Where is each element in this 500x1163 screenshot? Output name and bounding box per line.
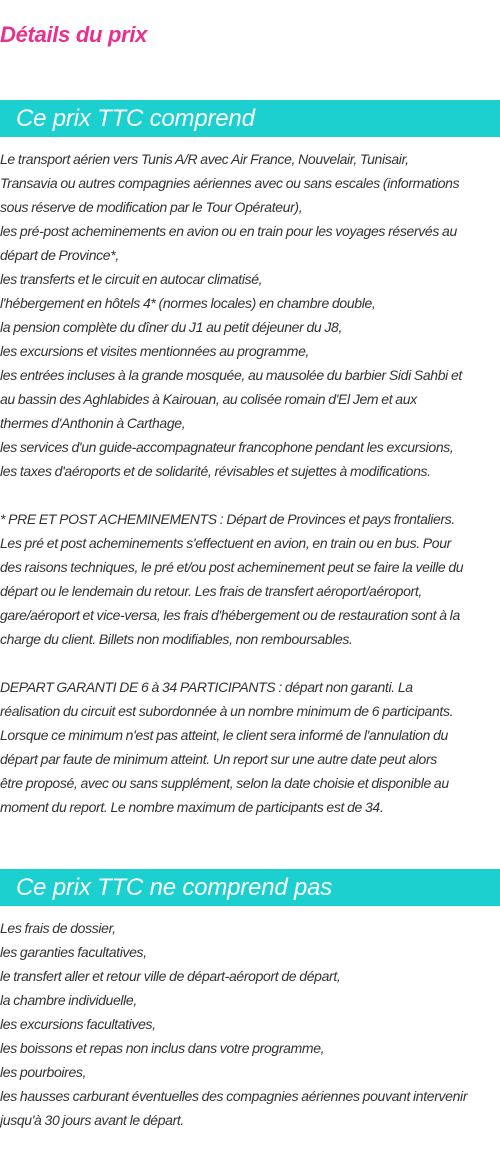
included-line: thermes d'Anthonin à Carthage, bbox=[0, 415, 186, 431]
excluded-list bbox=[0, 916, 500, 1132]
acheminement-note-line: des raisons techniques, le pré et/ou post acheminement peut se faire la veille du bbox=[0, 559, 464, 575]
included-line: la pension complète du dîner du J1 au petit déjeuner du J8, bbox=[0, 319, 342, 335]
acheminement-note-line: Les pré et post acheminements s'effectuent en avion, en train ou en bus. Pour bbox=[0, 535, 451, 551]
excluded-line: les pourboires, bbox=[0, 1064, 87, 1080]
included-list bbox=[0, 147, 500, 819]
excluded-line: jusqu'à 30 jours avant le départ. bbox=[0, 1112, 184, 1128]
excluded-line: la chambre individuelle, bbox=[0, 992, 137, 1008]
excluded-line: le transfert aller et retour ville de départ-aéroport de départ, bbox=[0, 968, 341, 984]
paragraph-spacer bbox=[0, 483, 500, 507]
included-line: les pré-post acheminements en avion ou en train pour les voyages réservés au bbox=[0, 223, 457, 239]
included-line: Le transport aérien vers Tunis A/R avec Air France, Nouvelair, Tunisair, bbox=[0, 151, 409, 167]
excluded-line: les garanties facultatives, bbox=[0, 944, 147, 960]
guarantee-note-line: moment du report. Le nombre maximum de participants est de 34. bbox=[0, 799, 384, 815]
page-title: Détails du prix bbox=[0, 22, 148, 47]
guarantee-note-line: départ par faute de minimum atteint. Un report sur une autre date peut alors bbox=[0, 751, 437, 767]
guarantee-note-line: DEPART GARANTI DE 6 à 34 PARTICIPANTS : départ non garanti. La bbox=[0, 679, 413, 695]
included-section-header: Ce prix TTC comprend bbox=[0, 100, 500, 137]
excluded-line: Les frais de dossier, bbox=[0, 920, 116, 936]
excluded-section-header: Ce prix TTC ne comprend pas bbox=[0, 869, 500, 906]
guarantee-note-line: Lorsque ce minimum n'est pas atteint, le client sera informé de l'annulation du bbox=[0, 727, 448, 743]
included-line: au bassin des Aghlabides à Kairouan, au colisée romain d'El Jem et aux bbox=[0, 391, 417, 407]
included-line: les excursions et visites mentionnées au programme, bbox=[0, 343, 310, 359]
included-line: sous réserve de modification par le Tour Opérateur), bbox=[0, 199, 303, 215]
acheminement-note-line: charge du client. Billets non modifiables, non remboursables. bbox=[0, 631, 353, 647]
included-line: l'hébergement en hôtels 4* (normes locales) en chambre double, bbox=[0, 295, 376, 311]
included-line: Transavia ou autres compagnies aériennes avec ou sans escales (informations bbox=[0, 175, 460, 191]
acheminement-note-line: gare/aéroport et vice-versa, les frais d'hébergement ou de restauration sont à la bbox=[0, 607, 460, 623]
included-line: les transferts et le circuit en autocar climatisé, bbox=[0, 271, 263, 287]
paragraph-spacer bbox=[0, 651, 500, 675]
included-line: les taxes d'aéroports et de solidarité, révisables et sujettes à modifications. bbox=[0, 463, 431, 479]
included-line: les entrées incluses à la grande mosquée, au mausolée du barbier Sidi Sahbi et bbox=[0, 367, 462, 383]
excluded-line: les boissons et repas non inclus dans votre programme, bbox=[0, 1040, 325, 1056]
guarantee-note-line: réalisation du circuit est subordonnée à un nombre minimum de 6 participants. bbox=[0, 703, 454, 719]
excluded-line: les excursions facultatives, bbox=[0, 1016, 156, 1032]
acheminement-note-line: départ ou le lendemain du retour. Les frais de transfert aéroport/aéroport, bbox=[0, 583, 422, 599]
included-line: départ de Province*, bbox=[0, 247, 119, 263]
acheminement-note-line: * PRE ET POST ACHEMINEMENTS : Départ de Provinces et pays frontaliers. bbox=[0, 511, 455, 527]
excluded-line: les hausses carburant éventuelles des compagnies aériennes pouvant intervenir bbox=[0, 1088, 468, 1104]
included-line: les services d'un guide-accompagnateur francophone pendant les excursions, bbox=[0, 439, 454, 455]
guarantee-note-line: être proposé, avec ou sans supplément, selon la date choisie et disponible au bbox=[0, 775, 449, 791]
